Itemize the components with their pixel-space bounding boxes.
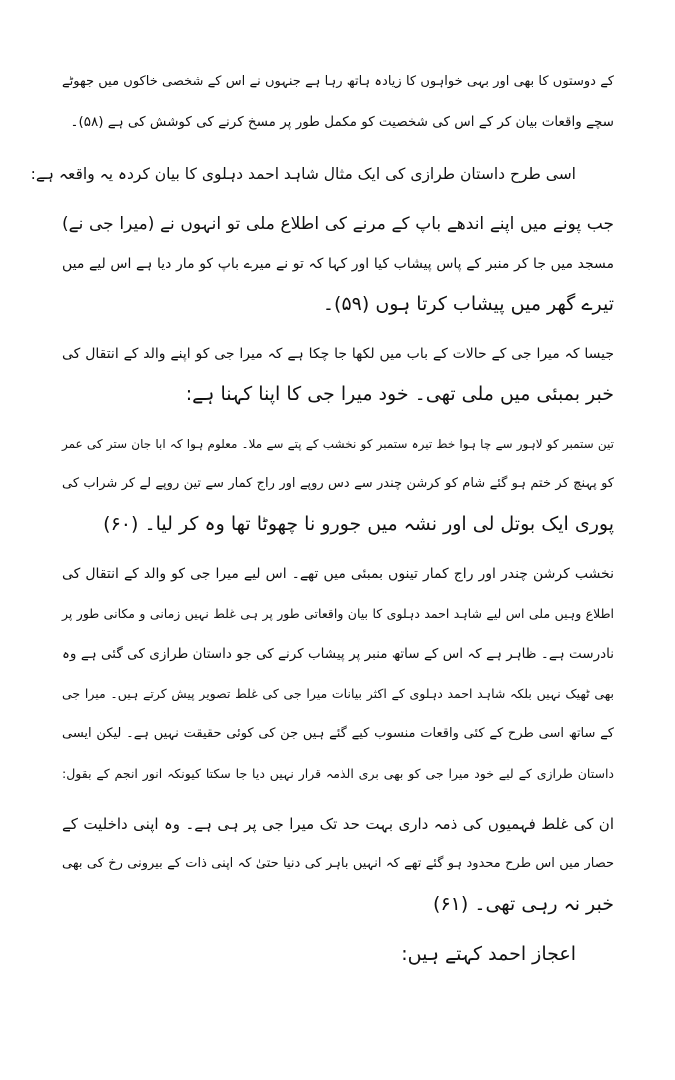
quote-line: تین ستمبر کو لاہور سے چا ہوا خط تیرہ ستمبر کو نخشب کے پتے سے ملا۔ معلوم ہوا کہ ابا جان ستر کی عمر — [62, 437, 614, 451]
text-line: کے دوستوں کا بھی اور بہی خواہوں کا زیادہ ہاتھ رہا ہے جنہوں نے اس کے شخصی خاکوں میں جھوٹے — [62, 74, 614, 89]
text-line: نخشب کرشن چندر اور راج کمار تینوں بمبئی میں تھے۔ اس لیے میرا جی کو والد کے انتقال کی — [62, 566, 614, 582]
text-line: اطلاع وہیں ملی اس لیے شاہد احمد دہلوی کا بیان واقعاتی طور پر ہی غلط نہیں زمانی و مکانی طور پر — [62, 606, 614, 621]
text-line: خبر بمبئی میں ملی تھی۔ خود میرا جی کا اپنا کہنا ہے: — [185, 383, 614, 405]
text-line: اسی طرح داستان طرازی کی ایک مثال شاہد احمد دہلوی کا بیان کردہ یہ واقعہ ہے: — [30, 165, 576, 183]
quote-line: خبر نہ رہی تھی۔ (۶۱) — [433, 893, 614, 915]
text-line: سچے واقعات بیان کر کے اس کی شخصیت کو مکمل طور پر مسخ کرنے کی کوشش کی ہے (۵۸)۔ — [70, 114, 614, 130]
quote-line: جب پونے میں اپنے اندھے باپ کے مرنے کی اطلاع ملی تو انہوں نے (میرا جی نے) — [62, 214, 614, 234]
quote-line: ان کی غلط فہمیوں کی ذمہ داری بہت حد تک میرا جی پر ہی ہے۔ وہ اپنی داخلیت کے — [62, 815, 614, 833]
text-line: بھی ٹھیک نہیں بلکہ شاہد احمد دہلوی کے اکثر بیانات میرا جی کی غلط تصویر پیش کرتے ہیں۔ میرا جی — [62, 686, 614, 701]
text-line: اعجاز احمد کہتے ہیں: — [401, 943, 576, 965]
quote-line: مسجد میں جا کر منبر کے پاس پیشاب کیا اور کہا کہ تو نے میرے باپ کو مار دیا ہے اس لیے میں — [62, 256, 614, 272]
quote-line: حصار میں اس طرح محدود ہو گئے تھے کہ انہیں باہر کی دنیا حتیٰ کہ اپنی ذات کے بیرونی رخ کی بھی — [62, 856, 614, 871]
text-line: نادرست ہے۔ ظاہر ہے کہ اس کے ساتھ منبر پر پیشاب کرنے کی جو داستان طرازی کی گئی ہے وہ — [62, 646, 614, 662]
text-line: داستان طرازی کے لیے خود میرا جی کو بھی بری الذمہ قرار نہیں دیا جا سکتا کیونکہ انور انجم کے بقول: — [62, 766, 614, 781]
quote-line: کو پہنچ کر ختم ہو گئے شام کو کرشن چندر سے دس روپے اور راج کمار سے تین روپے لے کر شراب کی — [62, 476, 614, 491]
quote-line: پوری ایک بوتل لی اور نشہ میں جورو نا چھوٹا تھا وہ کر لیا۔ (۶۰) — [103, 513, 614, 535]
quote-line: تیرے گھر میں پیشاب کرتا ہوں (۵۹)۔ — [322, 293, 614, 315]
text-line: جیسا کہ میرا جی کے حالات کے باب میں لکھا جا چکا ہے کہ میرا جی کو اپنے والد کے انتقال کی — [62, 346, 614, 362]
text-line: کے ساتھ اسی طرح کے کئی واقعات منسوب کیے گئے ہیں جن کی کوئی حقیقت نہیں ہے۔ لیکن ایسی — [62, 726, 614, 741]
